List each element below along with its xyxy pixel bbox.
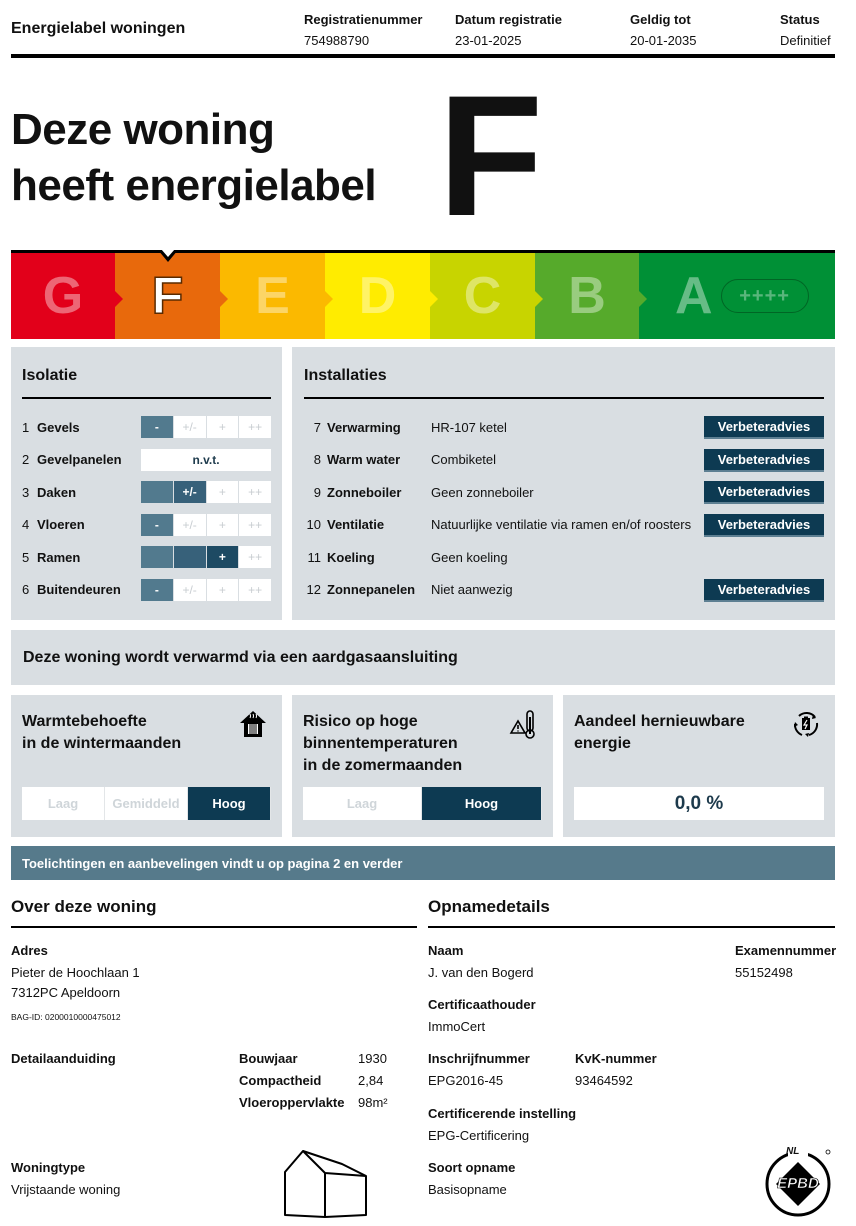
kvk-nummer-label: KvK-nummer — [575, 1051, 657, 1066]
rating-cell: +/- — [174, 514, 206, 536]
adres-line-2: 7312PC Apeldoorn — [11, 985, 121, 1000]
adres-label: Adres — [11, 943, 48, 958]
vloeroppervlakte-label: Vloeroppervlakte — [239, 1095, 345, 1110]
row-label: Verwarming — [327, 419, 401, 435]
adres-line-1: Pieter de Hoochlaan 1 — [11, 965, 140, 980]
rating-cell: + — [207, 416, 239, 438]
row-label: Koeling — [327, 549, 375, 565]
installaties-title: Installaties — [304, 367, 387, 384]
row-number: 12 — [306, 582, 321, 598]
rating-cell — [141, 546, 173, 568]
hero-line-1: Deze woning — [11, 105, 275, 154]
card-title-line: Aandeel hernieuwbare — [574, 713, 745, 730]
card-title-line: binnentemperaturen — [303, 735, 458, 752]
row-label: Daken — [37, 484, 77, 500]
energy-label-scale — [11, 250, 835, 339]
risico-card — [292, 695, 553, 837]
divider — [304, 397, 824, 399]
scale-segment-d — [325, 253, 430, 339]
row-number: 3 — [22, 484, 30, 500]
rating-cell: - — [141, 579, 173, 601]
certificaathouder-label: Certificaathouder — [428, 997, 536, 1012]
certificerende-instelling-label: Certificerende instelling — [428, 1106, 577, 1121]
inschrijfnummer-value: EPG2016-45 — [428, 1073, 504, 1088]
rating-cells — [141, 416, 271, 438]
row-number: 2 — [22, 452, 30, 468]
document-header — [11, 0, 835, 58]
field-value: 20-01-2035 — [630, 33, 697, 48]
gas-connection-notice: Deze woning wordt verwarmd via een aardgasaansluiting — [11, 630, 835, 685]
a-plus-pill: ++++ — [721, 279, 809, 313]
scale-segment-e — [220, 253, 325, 339]
scale-option-gemiddeld: Gemiddeld — [105, 787, 188, 820]
segment-letter: B — [568, 267, 606, 325]
info-banner: Toelichtingen en aanbevelingen vindt u op pagina 2 en verder — [11, 846, 835, 880]
row-value: HR-107 ketel — [431, 419, 507, 435]
row-number: 7 — [313, 419, 321, 435]
rating-cells — [141, 579, 271, 601]
installaties-panel — [292, 347, 835, 620]
status-field — [780, 12, 831, 48]
thermometer-warning-icon — [509, 709, 539, 739]
rating-cell: +/- — [174, 416, 206, 438]
card-title — [574, 711, 824, 755]
installatie-row-zonneboiler — [304, 476, 824, 509]
segment-letter: F — [151, 267, 184, 325]
installatie-row-warm-water — [304, 444, 824, 477]
epbd-logo — [762, 1146, 834, 1218]
card-title-line: Risico op hoge — [303, 713, 418, 730]
row-number: 9 — [313, 484, 321, 500]
rating-cell: +/- — [174, 481, 206, 503]
detailaanduiding-label: Detailaanduiding — [11, 1051, 116, 1066]
row-label: Warm water — [327, 452, 401, 468]
scale-segment-g — [11, 253, 115, 339]
rating-cells — [141, 546, 271, 568]
rating-cell: + — [207, 481, 239, 503]
field-label: Geldig tot — [630, 12, 691, 27]
row-label: Gevels — [37, 419, 80, 435]
row-number: 6 — [22, 582, 30, 598]
rating-cell: - — [141, 416, 173, 438]
row-value: Geen zonneboiler — [431, 484, 534, 500]
scale-segment-a — [639, 253, 835, 339]
logo-nl-text: NL — [786, 1146, 800, 1157]
examennummer-label: Examennummer — [735, 943, 837, 958]
row-label: Vloeren — [37, 517, 85, 533]
rating-cell: - — [141, 514, 173, 536]
datum-registratie-field — [455, 12, 562, 48]
field-label: Datum registratie — [455, 12, 562, 27]
row-number: 10 — [306, 517, 321, 533]
verbeteradvies-button-warm-water[interactable]: Verbeteradvies — [704, 449, 824, 472]
field-label: Registratienummer — [304, 12, 423, 27]
isolatie-row-gevelpanelen — [22, 444, 271, 477]
row-value: Combiketel — [431, 452, 497, 468]
row-number: 4 — [22, 517, 30, 533]
rating-cells — [141, 514, 271, 536]
soort-opname-label: Soort opname — [428, 1160, 516, 1175]
card-title-line: in de zomermaanden — [303, 757, 463, 774]
isolatie-row-vloeren — [22, 509, 271, 542]
vloeroppervlakte-value: 98m² — [358, 1095, 388, 1110]
divider — [428, 926, 835, 928]
row-label: Zonneboiler — [327, 484, 402, 500]
isolatie-row-daken — [22, 476, 271, 509]
kvk-nummer-value: 93464592 — [575, 1073, 633, 1088]
rating-cell: ++ — [239, 481, 271, 503]
risico-scale — [303, 787, 542, 820]
certificaathouder-value: ImmoCert — [428, 1019, 486, 1034]
row-value: Niet aanwezig — [431, 582, 513, 598]
row-label: Buitendeuren — [37, 582, 121, 598]
not-applicable-cell: n.v.t. — [141, 449, 271, 471]
warmtebehoefte-card — [11, 695, 282, 837]
naam-value: J. van den Bogerd — [428, 965, 534, 980]
card-title-line: Warmtebehoefte — [22, 713, 147, 730]
rating-cell: + — [207, 514, 239, 536]
isolatie-title: Isolatie — [22, 367, 78, 384]
field-value: 23-01-2025 — [455, 33, 522, 48]
rating-cell: + — [207, 579, 239, 601]
scale-option-hoog-selected: Hoog — [188, 787, 271, 820]
logo-epbd-text: EPBD — [777, 1175, 819, 1192]
installatie-row-verwarming — [304, 411, 824, 444]
opnamedetails-title: Opnamedetails — [428, 897, 550, 916]
installatie-row-ventilatie — [304, 509, 824, 542]
woningtype-label: Woningtype — [11, 1160, 86, 1175]
row-value: Geen koeling — [431, 549, 508, 565]
field-value: 754988790 — [304, 33, 370, 48]
hernieuwbare-energie-value: 0,0 % — [574, 787, 824, 820]
segment-letter: C — [463, 267, 502, 325]
isolatie-row-ramen — [22, 541, 271, 574]
card-title — [303, 711, 542, 777]
over-deze-woning-title: Over deze woning — [11, 897, 157, 916]
scale-option-hoog-selected: Hoog — [422, 787, 542, 820]
document-title: Energielabel woningen — [11, 20, 186, 37]
row-number: 11 — [307, 549, 321, 565]
rating-cell: ++ — [239, 579, 271, 601]
divider — [22, 397, 271, 399]
verbeteradvies-button-zonnepanelen[interactable]: Verbeteradvies — [704, 579, 824, 602]
isolatie-row-buitendeuren — [22, 574, 271, 607]
hero-line-2: heeft energielabel — [11, 161, 377, 210]
row-number: 5 — [22, 549, 30, 565]
bag-id: BAG-ID: 0200010000475012 — [11, 1012, 121, 1022]
segment-letter: D — [358, 267, 397, 325]
isolatie-row-gevels — [22, 411, 271, 444]
rating-cell: ++ — [239, 546, 271, 568]
card-title-line: in de wintermaanden — [22, 735, 182, 752]
bouwjaar-value: 1930 — [358, 1051, 387, 1066]
rating-cell — [174, 546, 206, 568]
row-value: Natuurlijke ventilatie via ramen en/of roosters — [431, 517, 692, 533]
card-title — [22, 711, 271, 755]
rating-cells — [141, 481, 271, 503]
row-label: Ramen — [37, 549, 81, 565]
rating-cell: ++ — [239, 514, 271, 536]
bouwjaar-label: Bouwjaar — [239, 1051, 298, 1066]
verbeteradvies-button-ventilatie[interactable]: Verbeteradvies — [704, 514, 824, 537]
verbeteradvies-button-verwarming[interactable]: Verbeteradvies — [704, 416, 824, 439]
compactheid-label: Compactheid — [239, 1073, 322, 1088]
row-label: Gevelpanelen — [37, 452, 122, 468]
energy-label-letter: F — [438, 60, 544, 252]
naam-label: Naam — [428, 943, 464, 958]
row-number: 8 — [313, 452, 321, 468]
row-number: 1 — [22, 419, 30, 435]
certificerende-instelling-value: EPG-Certificering — [428, 1128, 530, 1143]
scale-segment-f-active — [115, 253, 220, 339]
hernieuwbare-energie-card — [563, 695, 835, 837]
segment-letter: E — [255, 267, 290, 325]
rating-cell: + — [207, 546, 239, 568]
inschrijfnummer-label: Inschrijfnummer — [428, 1051, 530, 1066]
verbeteradvies-button-zonneboiler[interactable]: Verbeteradvies — [704, 481, 824, 504]
scale-segment-c — [430, 253, 535, 339]
renewable-battery-icon — [791, 709, 821, 739]
detached-house-icon — [280, 1148, 370, 1218]
rating-cell: ++ — [239, 416, 271, 438]
installatie-row-koeling — [304, 541, 824, 574]
woningtype-value: Vrijstaande woning — [11, 1182, 121, 1197]
isolatie-panel — [11, 347, 282, 620]
warmtebehoefte-scale — [22, 787, 271, 820]
geldig-tot-field — [630, 12, 697, 48]
scale-option-laag: Laag — [303, 787, 422, 820]
segment-letter: A — [675, 267, 713, 325]
field-label: Status — [780, 12, 820, 27]
registratienummer-field — [304, 12, 422, 48]
hero-heading — [11, 102, 376, 214]
compactheid-value: 2,84 — [358, 1073, 384, 1088]
divider — [11, 926, 417, 928]
scale-option-laag: Laag — [22, 787, 105, 820]
scale-segment-b — [535, 253, 639, 339]
rating-cell: +/- — [174, 579, 206, 601]
card-title-line: energie — [574, 735, 631, 752]
field-value: Definitief — [780, 33, 831, 48]
house-radiator-icon — [238, 709, 268, 739]
segment-letter: G — [42, 267, 84, 325]
row-label: Zonnepanelen — [327, 582, 416, 598]
soort-opname-value: Basisopname — [428, 1182, 507, 1197]
row-label: Ventilatie — [327, 517, 385, 533]
examennummer-value: 55152498 — [735, 965, 793, 980]
installatie-row-zonnepanelen — [304, 574, 824, 607]
rating-cell — [141, 481, 173, 503]
